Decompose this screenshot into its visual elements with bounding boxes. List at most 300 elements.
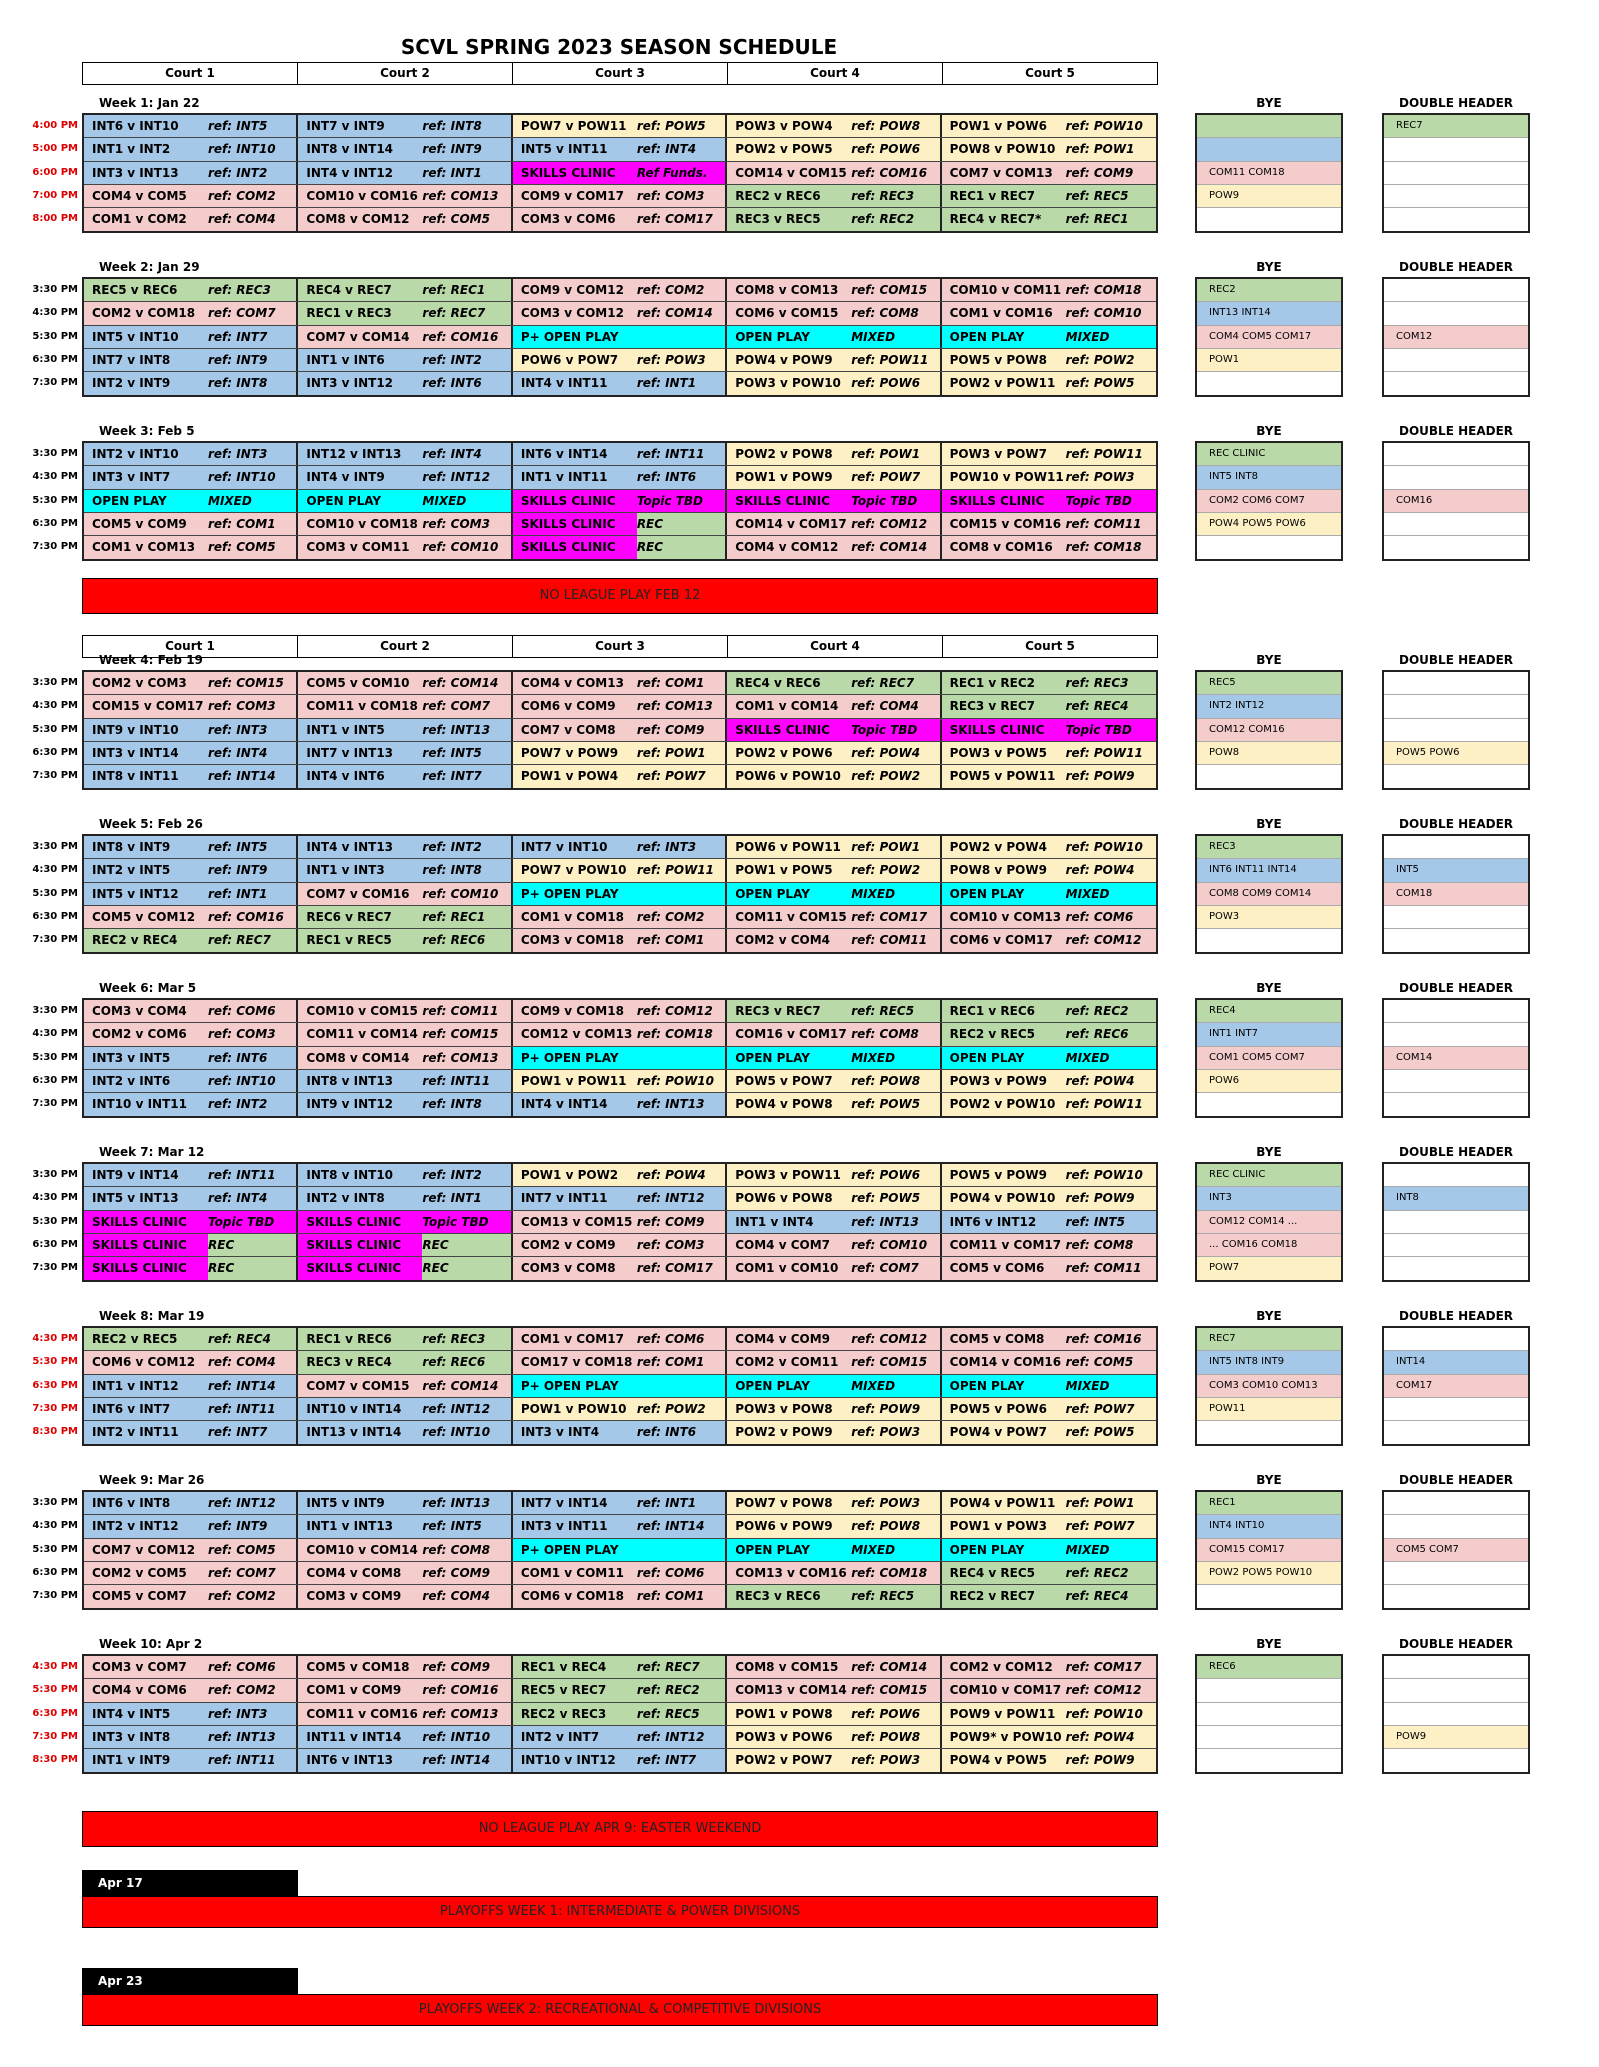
match-label: COM7 v COM13 bbox=[949, 165, 1053, 180]
match-cell bbox=[298, 1023, 512, 1045]
ref-label: ref: POW10 bbox=[1065, 119, 1143, 133]
match-cell bbox=[84, 929, 298, 952]
match-label: INT6 v INT14 bbox=[520, 447, 608, 461]
match-cell bbox=[727, 1492, 941, 1514]
match-cell bbox=[84, 1421, 298, 1444]
match-cell bbox=[942, 1164, 1156, 1186]
match-cell bbox=[727, 1749, 941, 1772]
ref-label: ref: COM12 bbox=[1065, 1683, 1142, 1698]
match-cell bbox=[727, 1187, 941, 1209]
match-label: REC2 v REC5 bbox=[949, 1027, 1035, 1042]
match-grid bbox=[82, 113, 1158, 233]
match-label: INT9 v INT14 bbox=[92, 1168, 179, 1182]
ref-label: ref: POW10 bbox=[1065, 840, 1143, 854]
ref-label: ref: POW11 bbox=[851, 352, 929, 367]
ref-label: ref: COM2 bbox=[636, 283, 705, 297]
week-block bbox=[20, 1145, 1580, 1285]
match-cell bbox=[513, 719, 727, 741]
time-slot: 7:30 PM bbox=[32, 1590, 78, 1602]
match-cell bbox=[727, 372, 941, 395]
list-item bbox=[1384, 1679, 1528, 1702]
match-label: POW3 v POW7 bbox=[949, 447, 1047, 461]
match-cell bbox=[298, 1234, 512, 1256]
match-cell bbox=[513, 279, 727, 301]
match-cell bbox=[942, 1257, 1156, 1280]
match-cell bbox=[513, 302, 727, 324]
ref-label: ref: INT13 bbox=[208, 1729, 276, 1744]
match-cell bbox=[942, 1585, 1156, 1608]
ref-label: ref: POW7 bbox=[636, 769, 706, 784]
match-label: POW6 v POW9 bbox=[735, 1519, 833, 1534]
match-label: COM11 v COM18 bbox=[306, 699, 418, 714]
match-label: INT2 v INT12 bbox=[92, 1519, 179, 1534]
match-label: COM3 v COM6 bbox=[520, 212, 616, 227]
table-row bbox=[84, 372, 1156, 395]
bye-list bbox=[1195, 1162, 1343, 1282]
ref-label: MIXED bbox=[1065, 1050, 1110, 1065]
week-label: Week 4: Feb 19 bbox=[99, 653, 203, 667]
list-item: INT1 INT7 bbox=[1197, 1023, 1341, 1046]
match-cell bbox=[298, 765, 512, 788]
week-block bbox=[20, 424, 1580, 564]
match-label: POW1 v POW5 bbox=[735, 863, 833, 878]
match-cell bbox=[727, 742, 941, 764]
match-label: COM2 v COM5 bbox=[92, 1565, 187, 1580]
list-item: COM8 COM9 COM14 bbox=[1197, 883, 1341, 906]
time-slot: 8:30 PM bbox=[32, 1426, 78, 1438]
ref-label: ref: COM10 bbox=[1065, 306, 1142, 321]
ref-label: MIXED bbox=[1065, 1542, 1110, 1557]
table-row bbox=[84, 883, 1156, 906]
double-header-list bbox=[1382, 998, 1530, 1118]
ref-label: ref: REC3 bbox=[208, 283, 271, 297]
match-cell bbox=[513, 443, 727, 465]
table-row bbox=[84, 1585, 1156, 1608]
list-item bbox=[1384, 185, 1528, 208]
match-label: COM4 v COM13 bbox=[520, 676, 624, 690]
match-label: REC3 v REC7 bbox=[735, 1004, 821, 1018]
match-label: REC5 v REC6 bbox=[92, 283, 178, 297]
time-slot: 6:30 PM bbox=[32, 353, 78, 365]
ref-label: ref: INT3 bbox=[636, 840, 697, 854]
match-label: INT3 v INT11 bbox=[520, 1519, 608, 1534]
match-label: COM14 v COM15 bbox=[735, 165, 847, 180]
match-cell bbox=[727, 1679, 941, 1701]
match-label: SKILLS CLINIC bbox=[92, 1237, 187, 1252]
match-cell bbox=[298, 929, 512, 952]
double-header-list bbox=[1382, 277, 1530, 397]
ref-label: MIXED bbox=[851, 1378, 896, 1393]
match-cell bbox=[84, 1047, 298, 1069]
page-title: SCVL SPRING 2023 SEASON SCHEDULE bbox=[400, 35, 838, 59]
ref-label: ref: COM1 bbox=[636, 1589, 705, 1604]
match-label: COM8 v COM14 bbox=[306, 1050, 410, 1065]
ref-label: MIXED bbox=[1065, 329, 1110, 344]
ref-label: MIXED bbox=[851, 1542, 896, 1557]
ref-label: ref: COM3 bbox=[208, 1027, 276, 1042]
time-slot: 5:30 PM bbox=[32, 1356, 78, 1368]
bye-header: BYE bbox=[1256, 1473, 1282, 1487]
match-cell bbox=[942, 138, 1156, 160]
ref-label: ref: POW1 bbox=[851, 447, 921, 461]
match-label: INT9 v INT12 bbox=[306, 1097, 394, 1112]
match-label: COM2 v COM18 bbox=[92, 306, 196, 321]
ref-label: ref: COM7 bbox=[208, 1565, 276, 1580]
double-header-header: DOUBLE HEADER bbox=[1399, 1637, 1513, 1651]
match-cell bbox=[513, 1492, 727, 1514]
match-cell bbox=[84, 162, 298, 184]
list-item bbox=[1384, 1093, 1528, 1116]
match-cell bbox=[298, 443, 512, 465]
match-cell bbox=[84, 443, 298, 465]
match-label: COM14 v COM17 bbox=[735, 516, 847, 531]
ref-label: ref: COM3 bbox=[636, 1237, 705, 1252]
match-label: SKILLS CLINIC bbox=[949, 493, 1045, 508]
match-cell bbox=[727, 115, 941, 137]
time-slot: 4:30 PM bbox=[32, 1333, 78, 1344]
ref-label: ref: REC7 bbox=[422, 306, 486, 321]
match-label: POW5 v POW9 bbox=[949, 1168, 1047, 1182]
list-item: COM2 COM6 COM7 bbox=[1197, 490, 1341, 513]
ref-label: ref: POW10 bbox=[636, 1073, 714, 1088]
match-cell bbox=[298, 1539, 512, 1561]
ref-label: ref: COM1 bbox=[208, 516, 276, 531]
match-label: REC5 v REC7 bbox=[520, 1683, 607, 1698]
ref-label: ref: REC2 bbox=[1065, 1004, 1129, 1018]
ref-label: ref: INT11 bbox=[208, 1753, 276, 1768]
list-item bbox=[1384, 672, 1528, 695]
match-cell bbox=[84, 1656, 298, 1678]
match-label: REC2 v REC3 bbox=[520, 1706, 607, 1721]
ref-label: ref: COM18 bbox=[1065, 283, 1142, 297]
match-label: POW10 v POW11 bbox=[949, 470, 1064, 485]
ref-label: ref: INT14 bbox=[208, 769, 276, 784]
match-cell bbox=[298, 906, 512, 928]
double-header-header: DOUBLE HEADER bbox=[1399, 1145, 1513, 1159]
match-label: COM2 v COM3 bbox=[92, 676, 187, 690]
time-slot: 4:30 PM bbox=[32, 1661, 78, 1672]
match-cell bbox=[727, 859, 941, 881]
double-header-header: DOUBLE HEADER bbox=[1399, 817, 1513, 831]
time-slot: 6:30 PM bbox=[32, 910, 78, 922]
table-row bbox=[84, 443, 1156, 466]
match-label: P+ OPEN PLAY bbox=[520, 329, 619, 344]
match-cell bbox=[298, 115, 512, 137]
ref-label: ref: COM8 bbox=[851, 306, 919, 321]
ref-label: ref: COM3 bbox=[422, 516, 490, 531]
match-cell bbox=[727, 695, 941, 717]
ref-label: ref: REC3 bbox=[1065, 676, 1129, 690]
ref-label: ref: INT7 bbox=[208, 329, 268, 344]
match-label: REC4 v REC5 bbox=[949, 1565, 1035, 1580]
week-label: Week 10: Apr 2 bbox=[99, 1637, 203, 1651]
match-label: INT10 v INT12 bbox=[520, 1753, 616, 1768]
match-cell bbox=[942, 302, 1156, 324]
match-label: COM1 v COM11 bbox=[520, 1565, 624, 1580]
match-label: POW7 v POW9 bbox=[520, 745, 619, 760]
match-label: SKILLS CLINIC bbox=[306, 1237, 402, 1252]
match-label: COM5 v COM9 bbox=[92, 516, 187, 531]
ref-label: ref: INT3 bbox=[208, 722, 268, 737]
time-slot: 6:30 PM bbox=[32, 1566, 78, 1578]
match-cell bbox=[513, 929, 727, 952]
ref-label: ref: COM8 bbox=[422, 1542, 490, 1557]
ref-label: ref: COM7 bbox=[851, 1261, 919, 1276]
match-grid bbox=[82, 670, 1158, 790]
match-cell bbox=[513, 672, 727, 694]
ref-label: ref: COM16 bbox=[422, 329, 499, 344]
match-cell bbox=[298, 883, 512, 905]
table-row bbox=[84, 1234, 1156, 1257]
match-label: COM3 v COM4 bbox=[92, 1004, 187, 1018]
bye-header: BYE bbox=[1256, 981, 1282, 995]
match-cell bbox=[727, 1000, 941, 1022]
ref-label: ref: INT11 bbox=[208, 1401, 276, 1416]
match-label: OPEN PLAY bbox=[735, 1378, 810, 1393]
match-cell bbox=[513, 1211, 727, 1233]
match-cell bbox=[298, 672, 512, 694]
list-item bbox=[1197, 1093, 1341, 1116]
match-label: COM16 v COM17 bbox=[735, 1027, 847, 1042]
ref-label: ref: POW5 bbox=[851, 1191, 921, 1206]
ref-label: ref: COM6 bbox=[636, 1565, 705, 1580]
time-slot: 7:30 PM bbox=[32, 541, 78, 553]
bye-header: BYE bbox=[1256, 96, 1282, 110]
match-cell bbox=[727, 1164, 941, 1186]
match-label: INT7 v INT13 bbox=[306, 745, 394, 760]
match-cell bbox=[942, 536, 1156, 559]
ref-label: ref: REC5 bbox=[851, 1589, 915, 1604]
match-label: POW2 v POW10 bbox=[949, 1097, 1056, 1112]
match-cell bbox=[727, 1351, 941, 1373]
list-item bbox=[1384, 1515, 1528, 1538]
match-label: INT8 v INT10 bbox=[306, 1168, 394, 1182]
match-label: COM1 v COM9 bbox=[306, 1683, 402, 1698]
week-label: Week 9: Mar 26 bbox=[99, 1473, 205, 1487]
list-item: REC1 bbox=[1197, 1492, 1341, 1515]
time-slot: 6:30 PM bbox=[32, 1238, 78, 1250]
list-item: COM4 COM5 COM17 bbox=[1197, 326, 1341, 349]
ref-label: ref: COM9 bbox=[422, 1660, 490, 1674]
double-header-header: DOUBLE HEADER bbox=[1399, 1309, 1513, 1323]
ref-label: ref: POW1 bbox=[1065, 142, 1135, 157]
table-row bbox=[84, 1726, 1156, 1749]
ref-label: ref: POW8 bbox=[851, 1729, 921, 1744]
table-row bbox=[84, 1421, 1156, 1444]
ref-label: ref: INT12 bbox=[422, 470, 491, 485]
match-cell bbox=[513, 1070, 727, 1092]
list-item bbox=[1197, 929, 1341, 952]
ref-label: ref: COM3 bbox=[208, 699, 276, 714]
list-item: COM15 COM17 bbox=[1197, 1539, 1341, 1562]
match-label: INT12 v INT13 bbox=[306, 447, 402, 461]
match-cell bbox=[84, 1164, 298, 1186]
ref-label: ref: INT4 bbox=[208, 1191, 268, 1206]
ref-label: ref: COM7 bbox=[208, 306, 276, 321]
match-label: POW4 v POW11 bbox=[949, 1496, 1056, 1510]
match-label: COM5 v COM7 bbox=[92, 1589, 187, 1604]
table-row bbox=[84, 742, 1156, 765]
match-cell bbox=[84, 719, 298, 741]
match-label: POW6 v POW7 bbox=[520, 352, 619, 367]
double-header-header: DOUBLE HEADER bbox=[1399, 96, 1513, 110]
time-slot: 4:30 PM bbox=[32, 700, 78, 712]
no-play-banner-feb12: NO LEAGUE PLAY FEB 12 bbox=[82, 578, 1158, 614]
table-row bbox=[84, 1398, 1156, 1421]
match-label: COM11 v COM15 bbox=[735, 909, 847, 924]
match-label: COM5 v COM6 bbox=[949, 1261, 1045, 1276]
ref-label: ref: COM6 bbox=[1065, 909, 1134, 924]
table-row bbox=[84, 836, 1156, 859]
match-cell bbox=[727, 883, 941, 905]
week-block bbox=[20, 96, 1580, 236]
list-item bbox=[1384, 1398, 1528, 1421]
ref-label: ref: COM16 bbox=[422, 1683, 499, 1698]
match-label: INT3 v INT7 bbox=[92, 470, 171, 485]
ref-label: ref: COM17 bbox=[851, 909, 928, 924]
match-cell bbox=[513, 1164, 727, 1186]
match-cell bbox=[727, 349, 941, 371]
match-label: POW1 v POW8 bbox=[735, 1706, 833, 1721]
match-label: INT3 v INT14 bbox=[92, 745, 179, 760]
match-label: COM1 v COM16 bbox=[949, 306, 1053, 321]
match-cell bbox=[298, 1703, 512, 1725]
match-cell bbox=[513, 1515, 727, 1537]
match-cell bbox=[513, 185, 727, 207]
time-slot: 5:30 PM bbox=[32, 1215, 78, 1227]
time-slot: 6:30 PM bbox=[32, 517, 78, 529]
list-item: INT4 INT10 bbox=[1197, 1515, 1341, 1538]
match-cell bbox=[84, 536, 298, 559]
match-cell bbox=[298, 302, 512, 324]
table-row bbox=[84, 279, 1156, 302]
list-item bbox=[1384, 1562, 1528, 1585]
table-row bbox=[84, 1070, 1156, 1093]
match-label: COM6 v COM12 bbox=[92, 1355, 196, 1370]
match-cell bbox=[84, 1703, 298, 1725]
ref-label: ref: INT9 bbox=[422, 142, 482, 157]
list-item bbox=[1197, 1585, 1341, 1608]
ref-label: ref: COM2 bbox=[636, 909, 705, 924]
match-cell bbox=[298, 1375, 512, 1397]
match-label: REC2 v REC5 bbox=[92, 1332, 178, 1346]
match-label: COM12 v COM13 bbox=[520, 1027, 633, 1042]
match-cell bbox=[298, 719, 512, 741]
time-slot: 7:30 PM bbox=[32, 1730, 78, 1742]
match-cell bbox=[84, 466, 298, 488]
ref-label: REC bbox=[208, 1261, 235, 1276]
match-cell bbox=[727, 1328, 941, 1350]
match-label: REC6 v REC7 bbox=[306, 909, 392, 924]
ref-label: ref: POW9 bbox=[1065, 1753, 1135, 1768]
match-cell bbox=[942, 1421, 1156, 1444]
time-slot: 3:30 PM bbox=[32, 1005, 78, 1016]
match-label: INT1 v INT6 bbox=[306, 352, 385, 367]
match-cell bbox=[298, 138, 512, 160]
table-row bbox=[84, 302, 1156, 325]
ref-label: ref: INT2 bbox=[422, 840, 482, 854]
match-cell bbox=[942, 883, 1156, 905]
list-item bbox=[1384, 1257, 1528, 1280]
bye-header: BYE bbox=[1256, 653, 1282, 667]
ref-label: ref: INT10 bbox=[208, 1073, 276, 1088]
match-cell bbox=[942, 1023, 1156, 1045]
match-cell bbox=[727, 536, 941, 559]
match-label: OPEN PLAY bbox=[949, 1542, 1025, 1557]
match-cell bbox=[727, 1023, 941, 1045]
list-item bbox=[1197, 1679, 1341, 1702]
match-cell bbox=[727, 672, 941, 694]
ref-label: ref: POW8 bbox=[851, 1073, 921, 1088]
match-cell bbox=[727, 138, 941, 160]
match-cell bbox=[84, 906, 298, 928]
match-cell bbox=[84, 302, 298, 324]
table-row bbox=[84, 1679, 1156, 1702]
match-label: INT3 v INT4 bbox=[520, 1425, 600, 1440]
match-cell bbox=[298, 859, 512, 881]
ref-label: ref: REC6 bbox=[1065, 1027, 1129, 1042]
match-label: COM3 v COM7 bbox=[92, 1660, 187, 1674]
list-item: INT3 bbox=[1197, 1187, 1341, 1210]
ref-label: ref: POW9 bbox=[851, 1401, 921, 1416]
match-label: COM4 v COM7 bbox=[735, 1237, 830, 1252]
match-cell bbox=[727, 1234, 941, 1256]
ref-label: ref: COM4 bbox=[208, 212, 276, 227]
match-label: REC1 v REC3 bbox=[306, 306, 392, 321]
list-item: INT8 bbox=[1384, 1187, 1528, 1210]
ref-label: ref: INT4 bbox=[422, 447, 482, 461]
time-slot: 6:30 PM bbox=[32, 1074, 78, 1086]
match-cell bbox=[298, 490, 512, 512]
match-cell bbox=[727, 326, 941, 348]
list-item bbox=[1384, 765, 1528, 788]
match-label: POW3 v POW5 bbox=[949, 745, 1047, 760]
match-cell bbox=[298, 326, 512, 348]
ref-label: ref: INT13 bbox=[851, 1214, 919, 1229]
ref-label: ref: POW5 bbox=[1065, 1425, 1135, 1440]
ref-label: ref: POW11 bbox=[1065, 745, 1143, 760]
match-label: REC3 v REC7 bbox=[949, 699, 1035, 714]
ref-label: ref: POW3 bbox=[851, 1753, 921, 1768]
ref-label: ref: REC6 bbox=[422, 1355, 486, 1370]
ref-label: ref: COM14 bbox=[636, 306, 713, 321]
match-label: COM1 v COM2 bbox=[92, 212, 187, 227]
list-item: COM12 COM16 bbox=[1197, 719, 1341, 742]
list-item bbox=[1384, 1164, 1528, 1187]
match-label: COM1 v COM17 bbox=[520, 1332, 624, 1346]
ref-label: MIXED bbox=[851, 1050, 896, 1065]
list-item bbox=[1384, 443, 1528, 466]
ref-label bbox=[637, 1047, 725, 1069]
ref-label: ref: POW5 bbox=[636, 119, 706, 133]
match-label: COM7 v COM15 bbox=[306, 1378, 410, 1393]
match-cell bbox=[942, 279, 1156, 301]
match-cell bbox=[84, 208, 298, 231]
double-header-list bbox=[1382, 1490, 1530, 1610]
ref-label: ref: INT7 bbox=[208, 1425, 268, 1440]
list-item bbox=[1384, 1585, 1528, 1608]
table-row bbox=[84, 513, 1156, 536]
ref-label: ref: COM17 bbox=[636, 212, 713, 227]
time-slot: 4:30 PM bbox=[32, 471, 78, 483]
ref-label: ref: INT5 bbox=[208, 840, 268, 854]
match-label: COM2 v COM12 bbox=[949, 1660, 1053, 1674]
match-cell bbox=[84, 1515, 298, 1537]
list-item bbox=[1197, 536, 1341, 559]
ref-label: ref: INT2 bbox=[422, 1168, 482, 1182]
ref-label: ref: INT10 bbox=[208, 142, 276, 157]
match-label: INT6 v INT13 bbox=[306, 1753, 394, 1768]
